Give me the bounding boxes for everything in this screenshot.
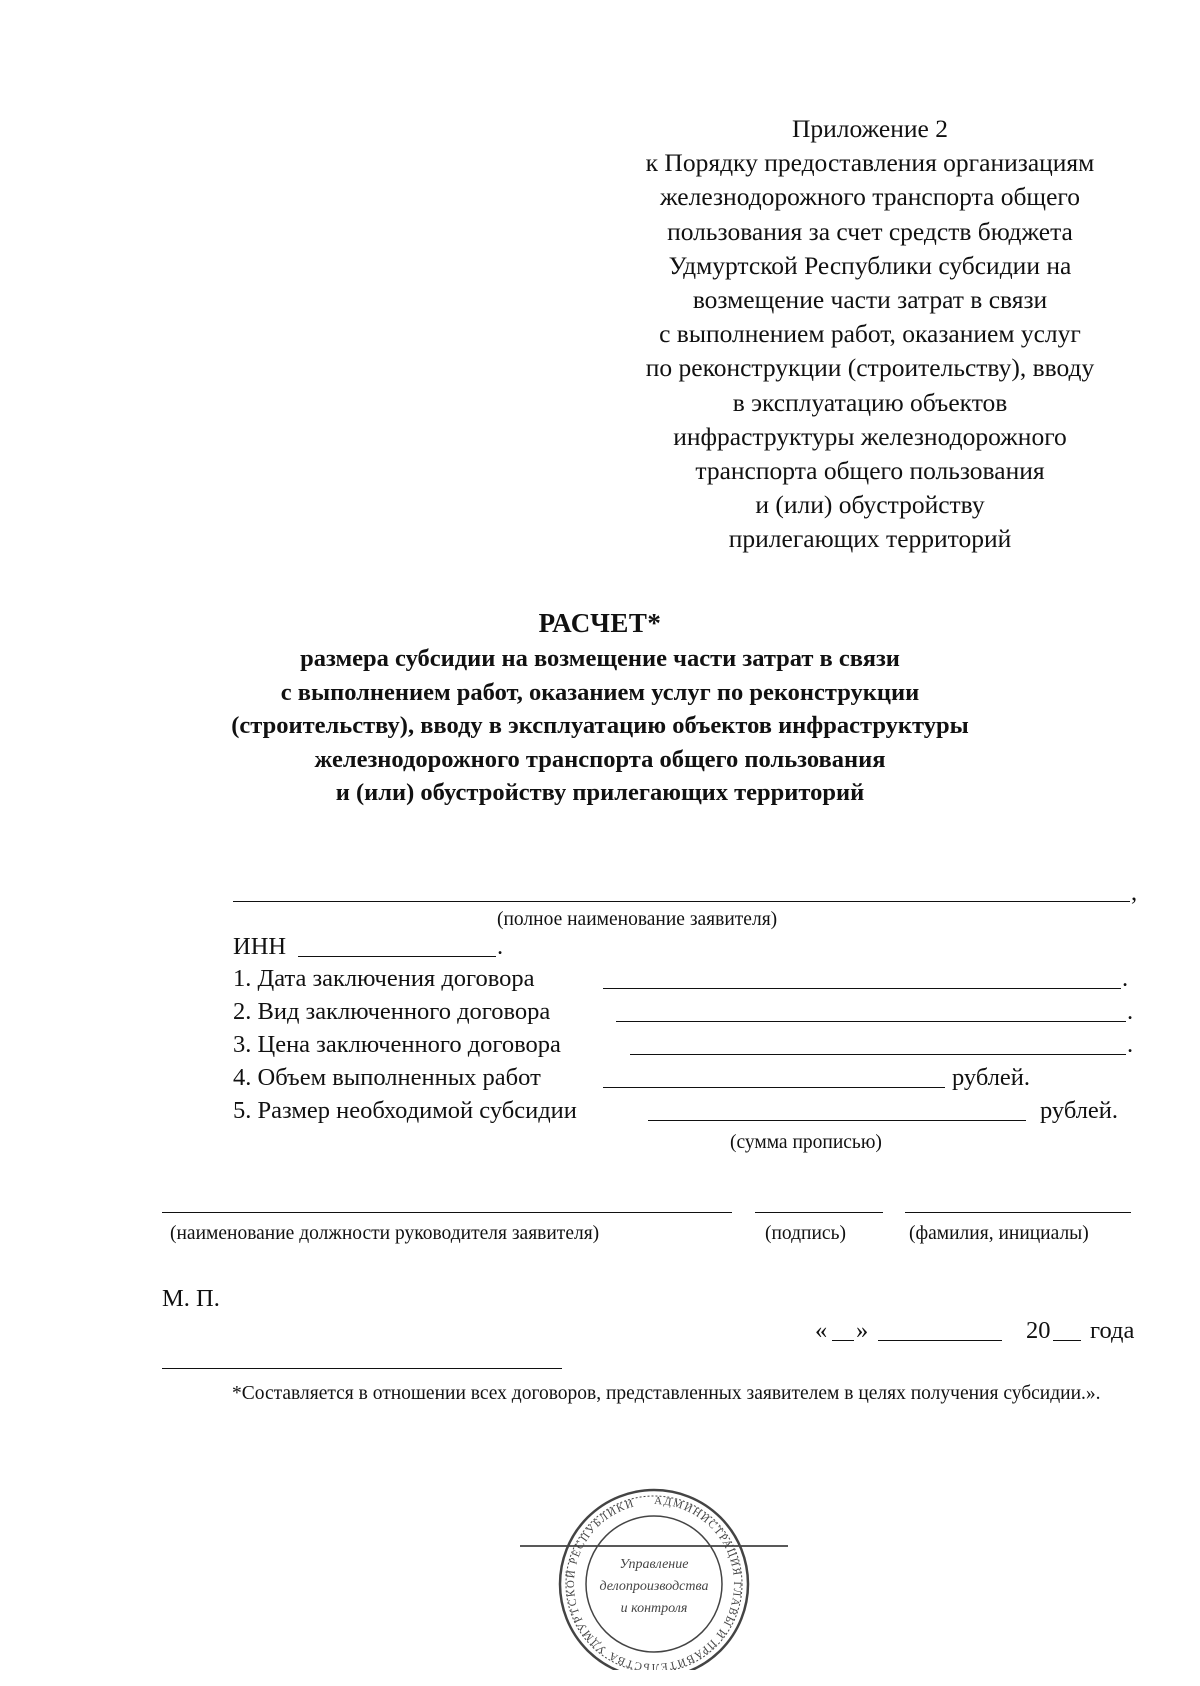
seal-center-line: делопроизводства (599, 1579, 709, 1594)
appendix-line: с выполнением работ, оказанием услуг (659, 319, 1081, 349)
full-name-field[interactable] (905, 1212, 1131, 1213)
appendix-line: пользования за счет средств бюджета (667, 216, 1073, 246)
appendix-line: Приложение 2 (792, 114, 948, 143)
seal-center-line: Управление (619, 1557, 689, 1572)
date-year-word: года (1090, 1317, 1135, 1344)
title-sub-line: железнодорожного транспорта общего пользования (314, 745, 886, 773)
item1-label: 1. Дата заключения договора (233, 965, 535, 992)
signature-field[interactable] (755, 1212, 883, 1213)
full-name-caption: (фамилия, инициалы) (909, 1223, 1089, 1244)
item2-label: 2. Вид заключенного договора (233, 998, 551, 1025)
appendix-line: по реконструкции (строительству), вводу (645, 353, 1095, 383)
title-main: РАСЧЕТ* (538, 608, 662, 638)
appendix-line: железнодорожного транспорта общего (660, 182, 1080, 212)
appendix-line: в эксплуатацию объектов (732, 387, 1008, 417)
seal-graphic (520, 1480, 788, 1670)
contract-date-field[interactable] (603, 988, 1121, 989)
contract-type-field[interactable] (616, 1021, 1126, 1022)
item2-trailing: . (1127, 998, 1134, 1025)
date-year-field[interactable] (1053, 1340, 1081, 1341)
appendix-line: Удмуртской Республики субсидии на (668, 250, 1072, 280)
seal-center-line: и контроля (620, 1601, 688, 1616)
title-sub-line: с выполнением работ, оказанием услуг по реконструкции (280, 678, 920, 706)
signature-caption: (подпись) (765, 1223, 846, 1244)
title-sub-line: и (или) обустройству прилегающих территорий (335, 779, 865, 806)
item5-trailing: рублей. (1040, 1097, 1119, 1124)
date-day-field[interactable] (832, 1340, 854, 1341)
footnote-divider (162, 1368, 562, 1369)
footnote-text: *Составляется в отношении всех договоров, представленных заявителем в целях получения субсидии.». (232, 1383, 1101, 1404)
title-sub-line: размера субсидии на возмещение части затрат в связи (300, 645, 900, 672)
appendix-line: инфраструктуры железнодорожного (673, 421, 1067, 451)
item4-label: 4. Объем выполненных работ (233, 1064, 541, 1091)
appendix-line: к Порядку предоставления организациям (645, 148, 1095, 178)
date-year-prefix: 20 (1026, 1317, 1051, 1344)
item5-label: 5. Размер необходимой субсидии (233, 1097, 577, 1124)
item3-trailing: . (1127, 1031, 1134, 1058)
appendix-line: прилегающих территорий (728, 524, 1012, 554)
item1-trailing: . (1122, 965, 1129, 992)
appendix-line: транспорта общего пользования (695, 456, 1045, 486)
position-field[interactable] (162, 1212, 732, 1213)
title-subtitle (150, 642, 1050, 810)
item3-label: 3. Цена заключенного договора (233, 1031, 561, 1058)
amount-caption: (сумма прописью) (730, 1132, 882, 1153)
inn-trailing: . (497, 933, 504, 960)
appendix-line: возмещение части затрат в связи (692, 285, 1048, 315)
seal-ring-text: АДМИНИСТРАЦИЯ ГЛАВЫ И ПРАВИТЕЛЬСТВА УДМУРТСКОЙ РЕСПУБЛИКИ (564, 1494, 744, 1670)
date-open-quote: « (815, 1317, 828, 1344)
title-sub-line: (строительству), вводу в эксплуатацию объектов инфраструктуры (231, 712, 969, 739)
date-close-quote: » (856, 1317, 869, 1344)
footnote (160, 1379, 1133, 1409)
inn-field[interactable] (298, 956, 496, 957)
appendix-line: и (или) обустройству (755, 490, 985, 520)
document-title (150, 604, 1050, 810)
contract-price-field[interactable] (630, 1054, 1126, 1055)
subsidy-amount-field[interactable] (648, 1120, 1026, 1121)
date-month-field[interactable] (878, 1340, 1002, 1341)
stamp-place-label: М. П. (162, 1285, 220, 1312)
official-seal (520, 1480, 788, 1670)
inn-label: ИНН (233, 933, 287, 960)
work-volume-field[interactable] (603, 1087, 945, 1088)
applicant-trailing-comma: , (1131, 879, 1138, 906)
applicant-caption: (полное наименование заявителя) (497, 909, 778, 930)
position-caption: (наименование должности руководителя заявителя) (170, 1223, 600, 1244)
item4-trailing: рублей. (952, 1064, 1031, 1091)
applicant-name-field[interactable] (233, 901, 1130, 902)
appendix-header (600, 112, 1140, 557)
